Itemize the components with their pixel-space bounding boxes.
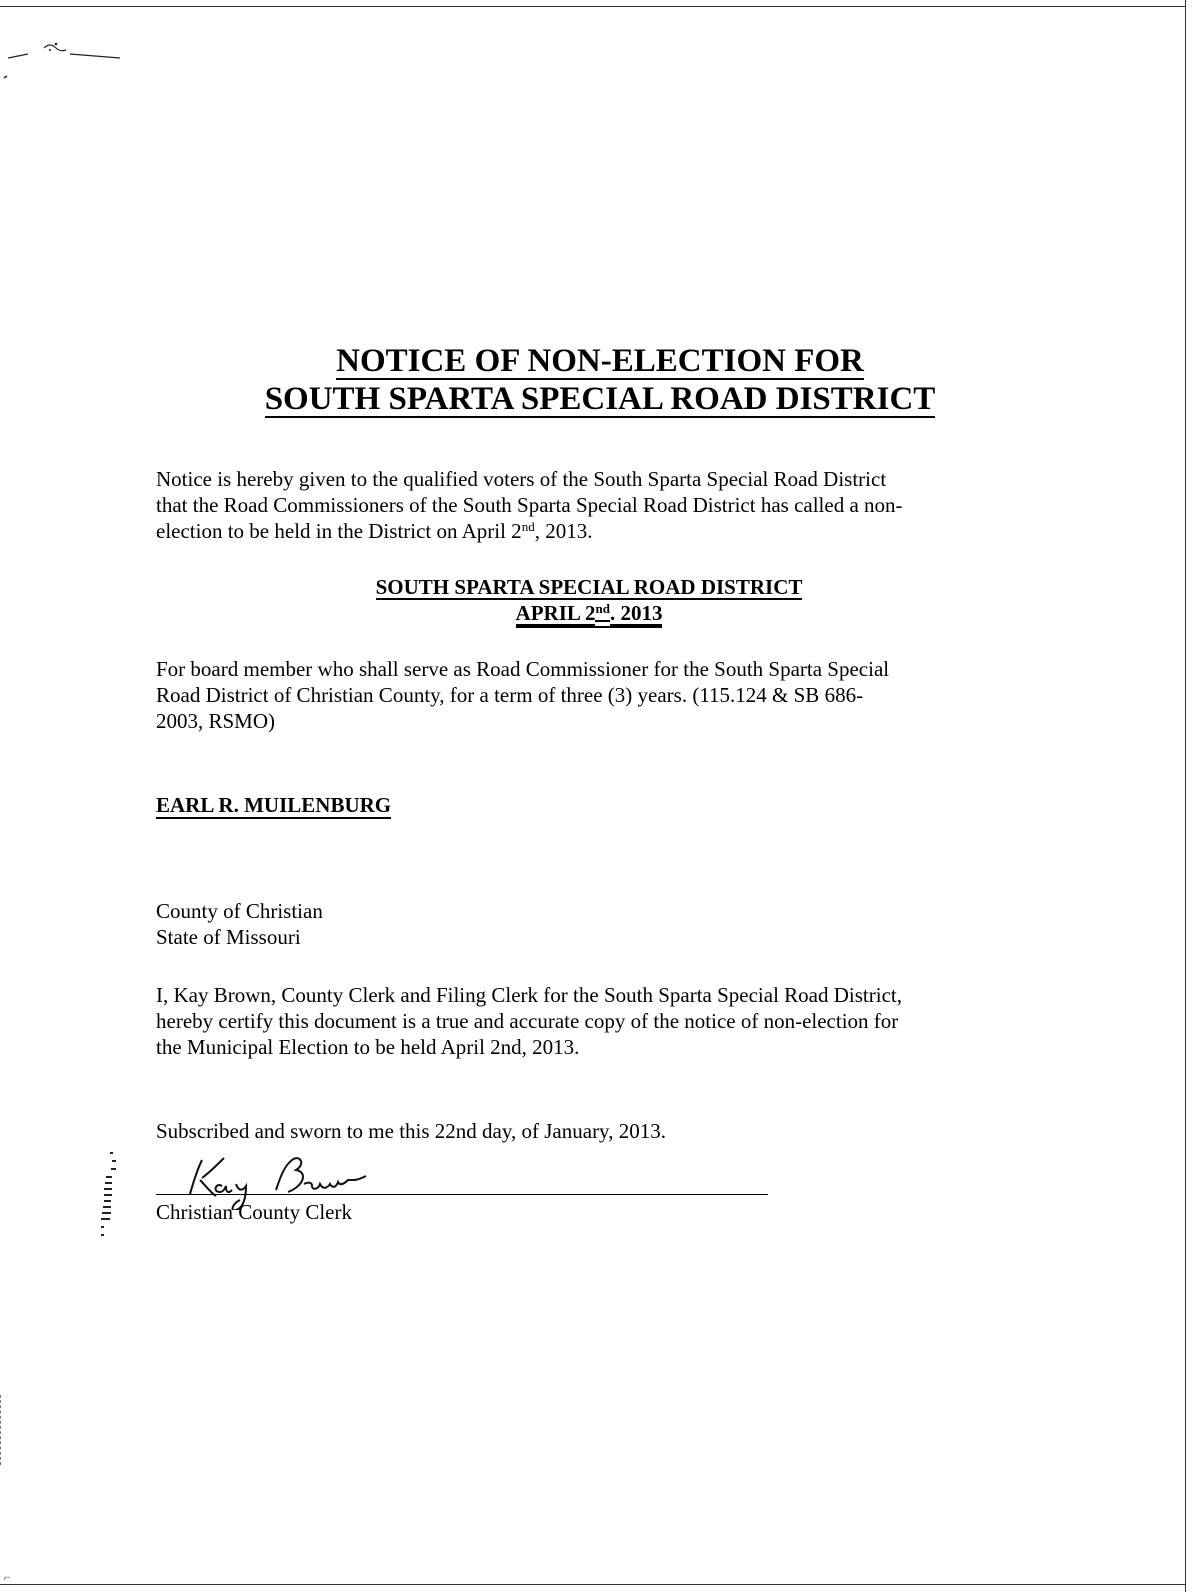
board-member-paragraph (156, 656, 1016, 734)
state-line: State of Missouri (156, 925, 301, 949)
notice-line-1: Notice is hereby given to the qualified voters of the South Sparta Special Road District (156, 467, 887, 491)
title-line-1: NOTICE OF NON-ELECTION FOR (336, 343, 864, 379)
candidate-name (156, 792, 391, 818)
sworn-text: Subscribed and sworn to me this 22nd day, of January, 2013. (156, 1119, 666, 1143)
title-line-2: SOUTH SPARTA SPECIAL ROAD DISTRICT (264, 381, 936, 417)
notice-line-3 (156, 518, 1016, 544)
board-line-2: Road District of Christian County, for a term of three (3) years. (115.124 & SB 686- (156, 683, 864, 707)
scan-edge-speck (0, 1395, 5, 1465)
subheading-district: SOUTH SPARTA SPECIAL ROAD DISTRICT (375, 575, 803, 599)
district-subheading (0, 574, 1178, 628)
scan-top-border (0, 6, 1186, 7)
signature-line (156, 1194, 768, 1195)
ordinal-suffix: nd (595, 598, 609, 622)
board-line-3: 2003, RSMO) (156, 709, 276, 733)
board-line-1: For board member who shall serve as Road Commissioner for the South Sparta Special (156, 657, 890, 681)
subheading-date-year: . 2013 (609, 601, 663, 625)
document-title (0, 342, 1200, 418)
notice-line-3-text: election to be held in the District on April 2 (156, 519, 522, 543)
notice-line-2: that the Road Commissioners of the South Sparta Special Road District has called a non- (156, 493, 903, 517)
scan-corner-mark (0, 30, 130, 90)
candidate-name-text: EARL R. MUILENBURG (156, 793, 392, 817)
scan-right-border (1185, 0, 1186, 1592)
certification-paragraph (156, 982, 1016, 1060)
notice-paragraph (156, 466, 1016, 544)
jurisdiction-block (156, 898, 1016, 950)
scan-edge-mark: ⌐ (4, 1570, 11, 1584)
sworn-statement (156, 1118, 1016, 1144)
subheading-date (516, 602, 663, 628)
scan-bottom-border (0, 1584, 1186, 1585)
certify-line-2: hereby certify this document is a true and accurate copy of the notice of non-election for (156, 1009, 899, 1033)
ordinal-suffix: nd (521, 519, 535, 534)
subheading-date-text: APRIL 2 (515, 601, 596, 625)
certify-line-1: I, Kay Brown, County Clerk and Filing Clerk for the South Sparta Special Road District, (156, 983, 902, 1007)
certify-line-3: the Municipal Election to be held April 2nd, 2013. (156, 1035, 580, 1059)
seal-impression (96, 1150, 124, 1240)
notice-line-3-year: , 2013. (534, 519, 593, 543)
county-line: County of Christian (156, 899, 323, 923)
signer-title: Christian County Clerk (156, 1200, 352, 1224)
